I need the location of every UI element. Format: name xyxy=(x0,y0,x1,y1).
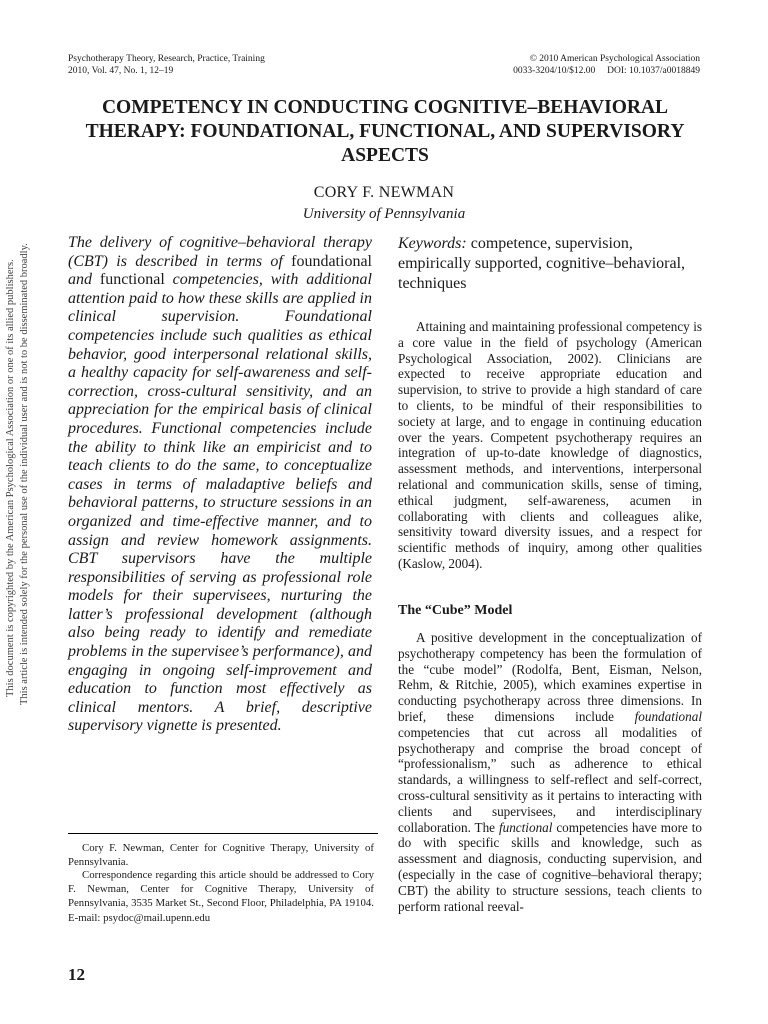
sidebar-line-1: This document is copyrighted by the American Psychological Association or one of its allied publishers. xyxy=(5,259,16,697)
article-title: COMPETENCY IN CONDUCTING COGNITIVE–BEHAVIORAL THERAPY: FOUNDATIONAL, FUNCTIONAL, AND SUPERVISORY ASPECTS xyxy=(85,97,685,166)
journal-header xyxy=(68,53,265,77)
author-affiliation: University of Pennsylvania xyxy=(302,206,466,222)
footnote-correspondence: Correspondence regarding this article should be addressed to Cory F. Newman, Center for Cognitive Therapy, University of Pennsylvania, 3535 Market St., Second Floor, Philadelphia, PA 19104. E-mail: psydoc@mail.upenn.edu xyxy=(68,869,374,924)
sidebar-line-2: This article is intended solely for the personal use of the individual user and is not to be disseminated broadly. xyxy=(19,243,30,705)
journal-volume: 2010, Vol. 47, No. 1, 12–19 xyxy=(68,66,174,76)
issn-doi-line: 0033-3204/10/$12.00 DOI: 10.1037/a0018849 xyxy=(513,66,700,76)
footnote-divider xyxy=(68,833,378,834)
para2-italic-foundational: foundational xyxy=(634,708,702,724)
keywords-label: Keywords: xyxy=(398,235,467,252)
body-paragraph-2 xyxy=(398,630,702,914)
abstract-part-2: competencies, with additional attention paid to how these skills are applied in clinical supervision. Foundational competencies include such qualities as ethical behavior, good interpersonal relational skills, a healthy capacity for self-awareness and self-correction, cross-cultural sensitivity, and an appreciation for the empirical basis of clinical procedures. Functional competencies include the ability to think like an empiricist and to teach clients to do the same, to conceptualize cases in terms of maladaptive beliefs and behavioral patterns, to structure sessions in an organized and time-effective manner, and to assign and review homework assignments. CBT supervisors have the multiple responsibilities of serving as professional role models for their supervisees, nurturing the latter’s professional development (although also being ready to identify and remediate problems in the supervisee’s performance), and engaging in ongoing self-improvement and education to function most effectively as clinical mentors. A brief, descriptive supervisory vignette is presented. xyxy=(68,271,372,735)
footnote-author: Cory F. Newman, Center for Cognitive Therapy, University of Pennsylvania. xyxy=(68,842,374,869)
abstract-and: and xyxy=(68,271,100,289)
section-heading: The “Cube” Model xyxy=(398,603,513,618)
author-name: CORY F. NEWMAN xyxy=(313,184,455,201)
keywords xyxy=(398,234,698,294)
para2-part-a: A positive development in the conceptualization of psychotherapy competency has been the formulation of the “cube model” (Rodolfa, Bent, Eisman, Nelson, Rehm, & Ritchie, 2005), which examines expertise in conducting psychotherapy across three dimensions. In brief, these dimensions include xyxy=(398,630,702,724)
para2-part-b: competencies that cut across all modalities of psychotherapy and comprise the broad concept of “professionalism,” such as adherence to ethical standards, a willingness to self-reflect and self-correct, cross-cultural sensitivity as it pertains to interacting with clients and supervisees, and interdisciplinary collaboration. The xyxy=(398,724,702,835)
copyright-sidebar xyxy=(0,0,40,1024)
para2-part-c: competencies have more to do with specific skills and knowledge, such as assessment and diagnosis, conducting supervision, and (especially in the case of cognitive–behavioral therapy; CBT) the ability to structure sessions, teach clients to perform rational reeval- xyxy=(398,819,703,914)
abstract-part-1: The delivery of cognitive–behavioral therapy (CBT) is described in terms of xyxy=(68,234,372,270)
body-paragraph-1: Attaining and maintaining professional competency is a core value in the field of psychology (American Psychological Association, 2002). Clinicians are expected to receive appropriate education and supervision, to strive to provide a high standard of care to clients, to be mindful of their responsibilities to society at large, and to engage in continuing education over the years. Competent psychotherapy requires an integration of up-to-date knowledge of diagnostics, assessment methods, and interventions, interpersonal relational and communication skills, sense of timing, ethical judgment, self-awareness, acumen in collaborating with clients and colleagues alike, sensitivity toward diversity issues, and a respect for scientific methods of inquiry, among other qualities (Kaslow, 2004). xyxy=(398,319,702,571)
page-number: 12 xyxy=(68,965,85,984)
copyright-line: © 2010 American Psychological Association xyxy=(529,54,700,64)
keywords-text: competence, supervision, empirically supported, cognitive–behavioral, techniques xyxy=(398,235,686,292)
para2-italic-functional: functional xyxy=(498,819,553,835)
abstract xyxy=(68,234,372,736)
journal-name: Psychotherapy Theory, Research, Practice, Training xyxy=(68,54,265,64)
publisher-header xyxy=(513,53,700,77)
abstract-word-functional: functional xyxy=(99,271,165,289)
abstract-word-foundational: foundational xyxy=(291,252,372,270)
